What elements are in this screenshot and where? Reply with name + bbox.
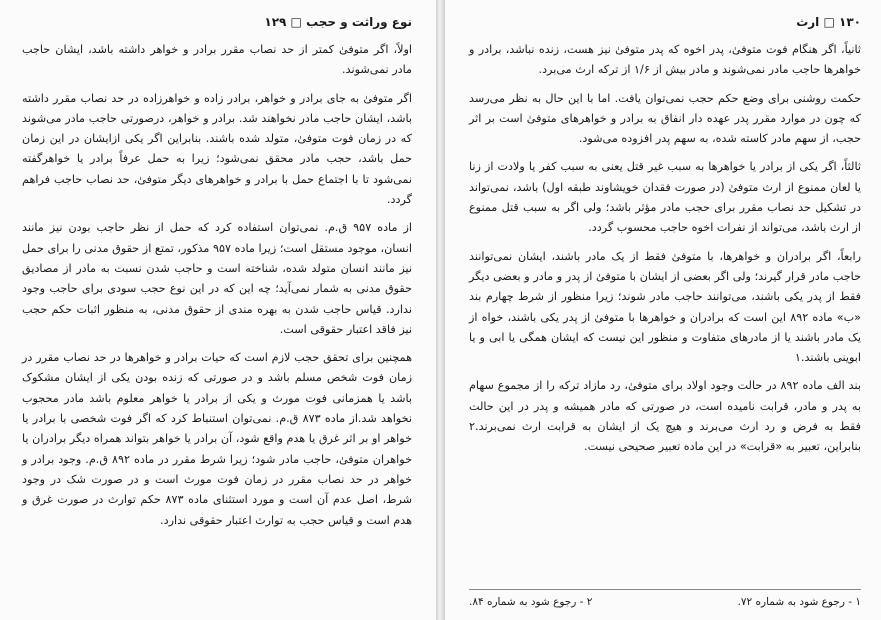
right-page-number: ۱۳۰	[839, 15, 861, 29]
right-page-body	[469, 40, 861, 458]
left-page-number: ۱۲۹	[264, 15, 287, 29]
left-header-separator: □	[290, 15, 302, 29]
right-paragraph: ثالثاً، اگر یکی از برادر یا خواهرها به سبب غیر قتل یعنی به سبب کفر یا ولادت از زنا یا لعان ممنوع از ارث متوفیٰ (در صورت فقدان خویشاوند طبقه اول) باشد، نمی‌تواند در تشکیل حد نصاب مقرر برای حجب مادر مؤثر باشد؛ ولی اگر به سبب قتل ممنوع از ارث باشد، می‌تواند از نفرات اخوه حاجب محسوب گردد.	[469, 160, 861, 235]
right-paragraph: بند الف ماده ۸۹۲ در حالت وجود اولاد برای متوفیٰ، رد مازاد ترکه را از مجموع سهام به پدر و مادر، قرابت نامیده است، در صورتی که مادر همیشه و پدر در این حالت فقط به فرض و رد ارث می‌برند و هیچ یک از ایشان به قرابت ارث نمی‌برند.۲ بنابراین، تعبیر به «قرابت» در این ماده تعبیر صحیحی نیست.	[469, 379, 861, 454]
right-header-separator: □	[823, 15, 835, 29]
left-paragraph: از ماده ۹۵۷ ق.م. نمی‌توان استفاده کرد که حمل از نظر حاجب بودن نیز مانند انسان، موجود مستقل است؛ زیرا ماده ۹۵۷ مذکور، تمتع از حقوق مدنی را برای حمل نیز مانند انسان متولد شده، شناخته است و حاجب شدن نسبت به مادر از مصادیق حقوق مدنی به شمار نمی‌آید؛ چه این که در این نوع حجب سودی برای حاجب وجود ندارد. قیاس حاجب شدن به بهره مندی از حقوق مدنی، به منظور اثبات حکم حجب نیز فاقد اعتبار حقوقی است.	[22, 221, 412, 336]
left-paragraph: همچنین برای تحقق حجب لازم است که حیات برادر و خواهرها در حد نصاب مقرر در زمان فوت شخص مسلم باشد و در صورتی که زنده بودن یکی از ایشان مشکوک باشد یا همزمانی فوت مورث و یکی از برادر یا خواهر معلوم باشد مادر محجوب نخواهد شد.از ماده ۸۷۳ ق.م. نمی‌توان استنباط کرد که اگر فوت شخصی با برادر یا خواهر او بر اثر غرق یا هدم واقع شود، آن برادر یا خواهر بتواند همراه دیگر برادران یا خواهران متوفیٰ، حاجب مادر شود؛ زیرا شرط مقرر در ماده ۸۹۲ ق.م. وجود برادر و خواهر در حد نصاب مقرر در زمان فوت مورث است و در صورت شک در وجود شرط، اصل عدم آن است و مورد استثنای ماده ۸۷۳ حکم توارث در صورت غرق و هدم است و قیاس حجب به توارث اعتبار حقوقی ندارد.	[22, 351, 412, 527]
book-gutter	[436, 0, 445, 620]
right-header-title-group	[796, 15, 861, 29]
left-paragraph: اولاً، اگر متوفیٰ کمتر از حد نصاب مقرر برادر و خواهر داشته باشد، ایشان حاجب مادر نمی‌شوند.	[22, 43, 412, 77]
right-paragraph: ثانیاً، اگر هنگام فوت متوفیٰ، پدر اخوه که پدر متوفیٰ نیز هست، زنده نباشد، برادر و خواهرها حاجب مادر نمی‌شوند و مادر بیش از ۱/۶ از ترکه ارث می‌برد.	[469, 43, 861, 77]
right-header-title: ارث	[796, 15, 820, 29]
footnote: ۲ - رجوع شود به شماره ۸۴.	[469, 596, 593, 608]
left-paragraph: اگر متوفیٰ به جای برادر و خواهر، برادر زاده و خواهرزاده در حد نصاب مقرر داشته باشد، ایشان حاجب مادر نخواهند شد. برادر و خواهر، درصورتی حاجب مادر می‌شوند که در زمان فوت متوفیٰ، متولد شده باشند. بنابراین اگر یکی ازایشان در این زمان حمل باشد، حجب مادر محقق نمی‌شود؛ زیرا به حمل عرفاً برادر یا خواهرگفته نمی‌شود تا با اجتماع حمل با برادر و خواهرهای دیگر متوفیٰ، حد نصاب حاجب فراهم گردد.	[22, 91, 412, 207]
left-page-body	[22, 40, 412, 531]
left-page	[0, 0, 436, 620]
right-page	[445, 0, 881, 620]
right-paragraph: رابعاً، اگر برادران و خواهرها، با متوفیٰ فقط از یک مادر باشند، ایشان نمی‌توانند حاجب مادر قرار گیرند؛ ولی اگر بعضی از ایشان با متوفیٰ از پدر و مادر و بعضی دیگر فقط از پدر یکی باشند، می‌توانند حاجب مادر شوند؛ زیرا منظور از شرط چهارم بند «ب» ماده ۸۹۲ این است که برادران و خواهرها با متوفیٰ از پدر یکی باشند، خواه از یک مادر باشند یا از مادرهای متفاوت و منظور این نیست که ایشان همگی یا ابی و یا ابوینی باشند.۱	[469, 249, 861, 365]
right-paragraph: حکمت روشنی برای وضع حکم حجب نمی‌توان یافت. اما با این حال به نظر می‌رسد که چون در موارد مقرر پدر عهده دار انفاق به برادر و خواهرهای متوفیٰ است بر اثر حجب، از سهم مادر کاسته شده، به سهم پدر افزوده می‌شود.	[469, 91, 861, 146]
left-header-title: نوع وراثت و حجب	[306, 15, 412, 29]
right-page-header	[469, 14, 861, 30]
footnote: ۱ - رجوع شود به شماره ۷۲.	[737, 596, 861, 608]
left-header-title-group	[264, 15, 412, 29]
left-page-header	[22, 14, 412, 30]
footnotes	[469, 589, 861, 608]
